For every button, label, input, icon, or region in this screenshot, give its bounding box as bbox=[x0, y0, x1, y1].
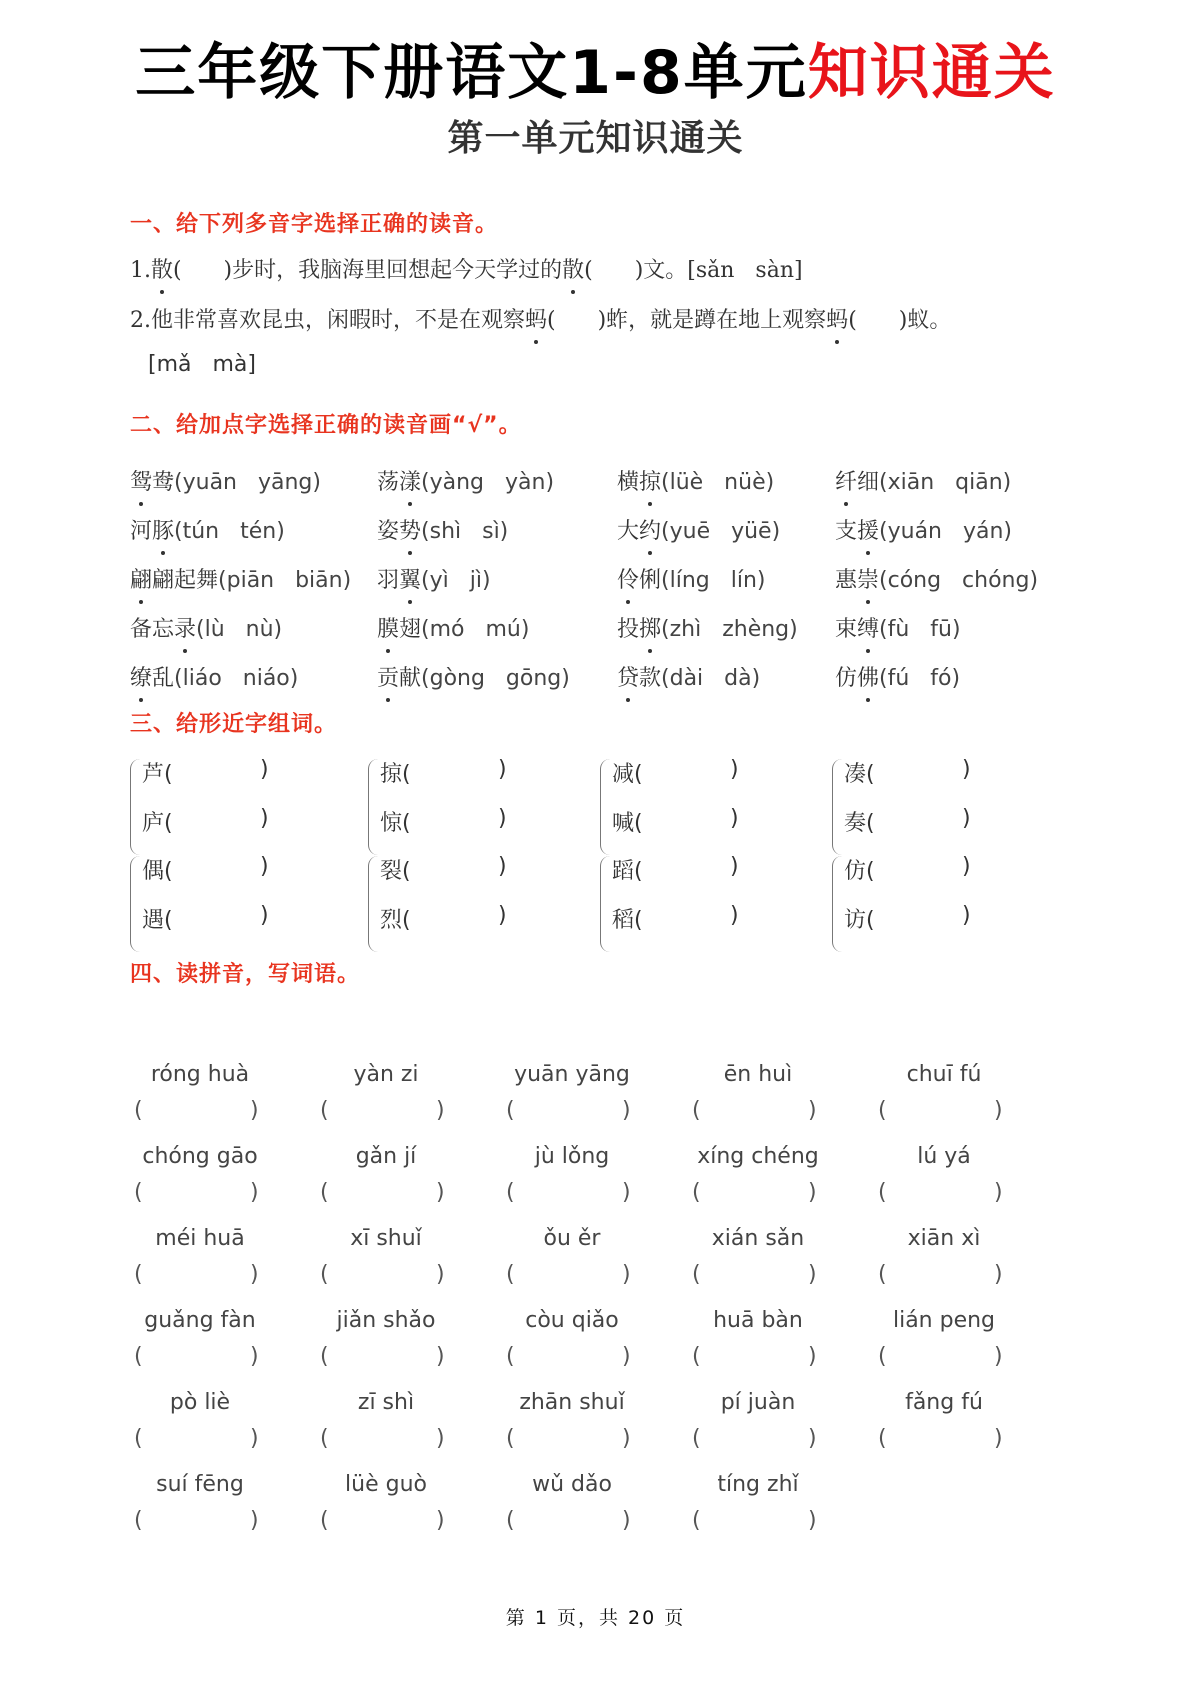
char: 凑 bbox=[844, 762, 867, 787]
open-paren: ( bbox=[866, 811, 875, 836]
open-paren: ( bbox=[878, 1262, 887, 1287]
pinyin: róng huà bbox=[150, 1062, 250, 1087]
open-paren: ( bbox=[506, 1426, 515, 1451]
pinyin-word-item bbox=[316, 1062, 496, 1142]
q1-text-2: ( )文。[sǎn sàn] bbox=[584, 258, 803, 283]
pinyin-options: (fù fū) bbox=[879, 617, 961, 642]
brace-icon bbox=[130, 856, 141, 952]
pinyin: pò liè bbox=[169, 1390, 231, 1415]
document-title bbox=[0, 38, 1191, 108]
word-blank[interactable] bbox=[612, 854, 739, 885]
pinyin-word-item bbox=[502, 1144, 682, 1224]
close-paren: ) bbox=[730, 903, 739, 928]
word-part: 横 bbox=[617, 470, 640, 495]
char: 访 bbox=[844, 908, 867, 933]
close-paren: ) bbox=[730, 854, 739, 879]
q2-text-0: 他非常喜欢昆虫，闲暇时，不是在观察 bbox=[151, 308, 526, 333]
brace-icon bbox=[600, 759, 611, 855]
close-paren: ) bbox=[250, 1508, 259, 1533]
pinyin: pí juàn bbox=[720, 1390, 796, 1415]
close-paren: ) bbox=[250, 1180, 259, 1205]
dotted-char: 伶 bbox=[617, 563, 639, 594]
pinyin: còu qiǎo bbox=[525, 1308, 619, 1333]
dotted-char: 鸳 bbox=[130, 465, 152, 496]
close-paren: ) bbox=[436, 1344, 445, 1369]
word-part: 河 bbox=[130, 519, 153, 544]
pinyin-word-item bbox=[502, 1390, 682, 1470]
open-paren: ( bbox=[506, 1262, 515, 1287]
brace-icon bbox=[368, 856, 379, 952]
pinyin-options: (yuán yán) bbox=[879, 519, 1013, 544]
pinyin-word-item bbox=[316, 1308, 496, 1388]
word-part: 羽 bbox=[377, 568, 400, 593]
char: 惊 bbox=[380, 811, 403, 836]
close-paren: ) bbox=[962, 903, 971, 928]
open-paren: ( bbox=[320, 1344, 329, 1369]
word-blank[interactable] bbox=[142, 806, 269, 837]
pinyin: fǎng fú bbox=[905, 1390, 983, 1415]
word-part: 备忘 bbox=[130, 617, 175, 642]
document-subtitle: 第一单元知识通关 bbox=[447, 117, 744, 159]
open-paren: ( bbox=[134, 1098, 143, 1123]
pronunciation-item[interactable] bbox=[377, 465, 554, 496]
open-paren: ( bbox=[692, 1180, 701, 1205]
open-paren: ( bbox=[134, 1344, 143, 1369]
close-paren: ) bbox=[808, 1426, 817, 1451]
pinyin-options: (líng lín) bbox=[661, 568, 766, 593]
open-paren: ( bbox=[320, 1180, 329, 1205]
pinyin-word-item bbox=[130, 1144, 310, 1224]
open-paren: ( bbox=[634, 908, 643, 933]
similar-char-pair bbox=[832, 854, 1032, 954]
word-blank[interactable] bbox=[612, 757, 739, 788]
pronunciation-item[interactable] bbox=[377, 661, 570, 692]
char: 芦 bbox=[142, 762, 165, 787]
word-part: 支 bbox=[835, 519, 858, 544]
dotted-char: 翩 bbox=[130, 563, 152, 594]
pinyin-word-item bbox=[688, 1390, 868, 1470]
open-paren: ( bbox=[506, 1098, 515, 1123]
pronunciation-item[interactable] bbox=[617, 465, 774, 496]
pinyin-options: (yuān yāng) bbox=[174, 470, 321, 495]
q2-number: 2. bbox=[130, 308, 151, 333]
open-paren: ( bbox=[878, 1426, 887, 1451]
close-paren: ) bbox=[436, 1426, 445, 1451]
title-black: 三年级下册语文1-8单元 bbox=[135, 38, 808, 108]
word-blank[interactable] bbox=[844, 854, 971, 885]
pinyin-options: (yuē yüē) bbox=[661, 519, 781, 544]
close-paren: ) bbox=[994, 1344, 1003, 1369]
dotted-char: 势 bbox=[399, 514, 421, 545]
close-paren: ) bbox=[436, 1262, 445, 1287]
word-part: 翩起舞 bbox=[152, 568, 219, 593]
q1-text-1: ( )步时，我脑海里回想起今天学过的 bbox=[173, 258, 563, 283]
open-paren: ( bbox=[164, 811, 173, 836]
close-paren: ) bbox=[250, 1426, 259, 1451]
pinyin: lián peng bbox=[892, 1308, 996, 1333]
similar-char-pair bbox=[600, 854, 800, 954]
open-paren: ( bbox=[134, 1508, 143, 1533]
q2-dotted-char-1: 蚂 bbox=[525, 303, 547, 334]
pronunciation-item[interactable] bbox=[130, 514, 285, 545]
dotted-char: 崇 bbox=[857, 563, 879, 594]
dotted-char: 约 bbox=[639, 514, 661, 545]
char: 遇 bbox=[142, 908, 165, 933]
close-paren: ) bbox=[436, 1098, 445, 1123]
char: 偶 bbox=[142, 859, 165, 884]
word-blank[interactable] bbox=[380, 903, 507, 934]
page-footer: 第 1 页，共 20 页 bbox=[505, 1607, 686, 1629]
pinyin-options: (liáo niáo) bbox=[174, 666, 299, 691]
similar-char-pair bbox=[368, 854, 568, 954]
dotted-char: 贡 bbox=[377, 661, 399, 692]
word-blank[interactable] bbox=[844, 757, 971, 788]
open-paren: ( bbox=[506, 1508, 515, 1533]
char: 掠 bbox=[380, 762, 403, 787]
pinyin-options: (tún tén) bbox=[174, 519, 285, 544]
pinyin: méi huā bbox=[155, 1226, 245, 1251]
close-paren: ) bbox=[498, 903, 507, 928]
open-paren: ( bbox=[320, 1098, 329, 1123]
pronunciation-item[interactable] bbox=[377, 563, 491, 594]
brace-icon bbox=[130, 759, 141, 855]
pinyin: yàn zi bbox=[353, 1062, 419, 1087]
similar-char-pair bbox=[832, 757, 1032, 857]
q2-text-1: ( )蚱，就是蹲在地上观察 bbox=[547, 308, 827, 333]
char: 烈 bbox=[380, 908, 403, 933]
q2-dotted-char-2: 蚂 bbox=[826, 303, 848, 334]
pinyin-options: (piān biān) bbox=[218, 568, 352, 593]
pinyin-options: (fú fó) bbox=[879, 666, 961, 691]
pinyin-word-item bbox=[688, 1062, 868, 1142]
similar-char-pair bbox=[368, 757, 568, 857]
word-blank[interactable] bbox=[844, 806, 971, 837]
dotted-char: 豚 bbox=[152, 514, 174, 545]
open-paren: ( bbox=[692, 1344, 701, 1369]
close-paren: ) bbox=[994, 1180, 1003, 1205]
close-paren: ) bbox=[622, 1508, 631, 1533]
pinyin-options: (yàng yàn) bbox=[421, 470, 555, 495]
word-part: 投 bbox=[617, 617, 640, 642]
dotted-char: 佛 bbox=[857, 661, 879, 692]
char: 庐 bbox=[142, 811, 165, 836]
pronunciation-item[interactable] bbox=[835, 661, 960, 692]
open-paren: ( bbox=[878, 1180, 887, 1205]
word-blank[interactable] bbox=[380, 757, 507, 788]
close-paren: ) bbox=[962, 757, 971, 782]
q1-dotted-char-2: 散 bbox=[562, 253, 584, 284]
pinyin: lüè guò bbox=[345, 1472, 427, 1497]
close-paren: ) bbox=[808, 1180, 817, 1205]
dotted-char: 掷 bbox=[639, 612, 661, 643]
pinyin: zhān shuǐ bbox=[519, 1390, 625, 1415]
pronunciation-item[interactable] bbox=[377, 514, 508, 545]
close-paren: ) bbox=[622, 1180, 631, 1205]
q2-text-2: ( )蚁。 bbox=[848, 308, 952, 333]
pinyin-options: (lù nù) bbox=[196, 617, 283, 642]
pinyin-word-item bbox=[316, 1472, 496, 1552]
open-paren: ( bbox=[506, 1344, 515, 1369]
pinyin: xíng chéng bbox=[697, 1144, 819, 1169]
pronunciation-item[interactable] bbox=[130, 563, 351, 594]
pinyin: jù lǒng bbox=[534, 1144, 610, 1169]
char: 仿 bbox=[844, 859, 867, 884]
pronunciation-item[interactable] bbox=[130, 661, 298, 692]
pinyin-word-item bbox=[316, 1390, 496, 1470]
pronunciation-item[interactable] bbox=[835, 612, 961, 643]
pinyin-word-item bbox=[874, 1144, 1054, 1224]
open-paren: ( bbox=[134, 1426, 143, 1451]
dotted-char: 翼 bbox=[399, 563, 421, 594]
similar-char-pair bbox=[130, 757, 330, 857]
char: 喊 bbox=[612, 811, 635, 836]
close-paren: ) bbox=[498, 854, 507, 879]
open-paren: ( bbox=[634, 762, 643, 787]
dotted-char: 录 bbox=[174, 612, 196, 643]
pronunciation-item[interactable] bbox=[617, 563, 765, 594]
pinyin-word-item bbox=[502, 1226, 682, 1306]
open-paren: ( bbox=[134, 1180, 143, 1205]
close-paren: ) bbox=[622, 1262, 631, 1287]
pronunciation-item[interactable] bbox=[617, 514, 780, 545]
open-paren: ( bbox=[634, 811, 643, 836]
close-paren: ) bbox=[260, 903, 269, 928]
close-paren: ) bbox=[622, 1426, 631, 1451]
close-paren: ) bbox=[250, 1262, 259, 1287]
close-paren: ) bbox=[436, 1508, 445, 1533]
word-blank[interactable] bbox=[612, 806, 739, 837]
brace-icon bbox=[368, 759, 379, 855]
close-paren: ) bbox=[622, 1344, 631, 1369]
pinyin-options: (xiān qiān) bbox=[879, 470, 1012, 495]
pinyin-options: (lüè nüè) bbox=[661, 470, 775, 495]
pinyin-word-item bbox=[130, 1390, 310, 1470]
pronunciation-item[interactable] bbox=[835, 563, 1038, 594]
open-paren: ( bbox=[402, 811, 411, 836]
open-paren: ( bbox=[506, 1180, 515, 1205]
pinyin-word-item bbox=[502, 1308, 682, 1388]
close-paren: ) bbox=[260, 854, 269, 879]
pinyin: xī shuǐ bbox=[350, 1226, 422, 1251]
char: 蹈 bbox=[612, 859, 635, 884]
word-part: 鸯 bbox=[152, 470, 175, 495]
pinyin-options: (mó mú) bbox=[421, 617, 530, 642]
close-paren: ) bbox=[730, 757, 739, 782]
close-paren: ) bbox=[808, 1344, 817, 1369]
pinyin-word-item bbox=[130, 1062, 310, 1142]
close-paren: ) bbox=[962, 854, 971, 879]
pinyin-options: (cóng chóng) bbox=[879, 568, 1039, 593]
pinyin-options: (shì sì) bbox=[421, 519, 509, 544]
pronunciation-item[interactable] bbox=[130, 612, 282, 643]
open-paren: ( bbox=[692, 1508, 701, 1533]
section1-q1 bbox=[130, 253, 803, 284]
close-paren: ) bbox=[498, 806, 507, 831]
word-part: 俐 bbox=[639, 568, 662, 593]
open-paren: ( bbox=[164, 859, 173, 884]
close-paren: ) bbox=[250, 1098, 259, 1123]
close-paren: ) bbox=[498, 757, 507, 782]
word-blank[interactable] bbox=[142, 903, 269, 934]
open-paren: ( bbox=[320, 1426, 329, 1451]
char: 奏 bbox=[844, 811, 867, 836]
word-part: 仿 bbox=[835, 666, 858, 691]
open-paren: ( bbox=[402, 762, 411, 787]
section3-heading: 三、给形近字组词。 bbox=[130, 712, 338, 737]
close-paren: ) bbox=[994, 1426, 1003, 1451]
open-paren: ( bbox=[878, 1344, 887, 1369]
q1-number: 1. bbox=[130, 258, 151, 283]
open-paren: ( bbox=[692, 1262, 701, 1287]
pinyin-options: (gòng gōng) bbox=[421, 666, 570, 691]
pinyin: huā bàn bbox=[713, 1308, 803, 1333]
pinyin: gǎn jí bbox=[355, 1144, 417, 1169]
pinyin-word-item bbox=[874, 1308, 1054, 1388]
pinyin-word-item bbox=[316, 1226, 496, 1306]
pinyin-word-item bbox=[316, 1144, 496, 1224]
word-blank[interactable] bbox=[844, 903, 971, 934]
word-part: 大 bbox=[617, 519, 640, 544]
char: 减 bbox=[612, 762, 635, 787]
pinyin: yuān yāng bbox=[514, 1062, 630, 1087]
brace-icon bbox=[832, 759, 843, 855]
dotted-char: 漾 bbox=[399, 465, 421, 496]
word-blank[interactable] bbox=[612, 903, 739, 934]
pronunciation-item[interactable] bbox=[617, 612, 798, 643]
pinyin: suí fēng bbox=[156, 1472, 244, 1497]
open-paren: ( bbox=[866, 762, 875, 787]
open-paren: ( bbox=[164, 762, 173, 787]
char: 裂 bbox=[380, 859, 403, 884]
word-blank[interactable] bbox=[380, 854, 507, 885]
word-part: 细 bbox=[857, 470, 880, 495]
pinyin-word-item bbox=[874, 1390, 1054, 1470]
pinyin: xián sǎn bbox=[711, 1226, 805, 1251]
close-paren: ) bbox=[622, 1098, 631, 1123]
close-paren: ) bbox=[250, 1344, 259, 1369]
pinyin: zī shì bbox=[357, 1390, 415, 1415]
open-paren: ( bbox=[866, 859, 875, 884]
close-paren: ) bbox=[730, 806, 739, 831]
close-paren: ) bbox=[994, 1098, 1003, 1123]
pinyin-word-item bbox=[130, 1472, 310, 1552]
pinyin-word-item bbox=[688, 1226, 868, 1306]
word-blank[interactable] bbox=[142, 854, 269, 885]
open-paren: ( bbox=[692, 1098, 701, 1123]
word-part: 束 bbox=[835, 617, 858, 642]
word-part: 翅 bbox=[399, 617, 422, 642]
open-paren: ( bbox=[634, 859, 643, 884]
open-paren: ( bbox=[878, 1098, 887, 1123]
section2-heading: 二、给加点字选择正确的读音画“√”。 bbox=[130, 413, 522, 438]
dotted-char: 缭 bbox=[130, 661, 152, 692]
pronunciation-item[interactable] bbox=[130, 465, 321, 496]
dotted-char: 贷 bbox=[617, 661, 639, 692]
pronunciation-item[interactable] bbox=[377, 612, 529, 643]
close-paren: ) bbox=[436, 1180, 445, 1205]
word-part: 献 bbox=[399, 666, 422, 691]
pinyin-word-item bbox=[688, 1144, 868, 1224]
pinyin: guǎng fàn bbox=[144, 1308, 256, 1333]
pinyin-options: (yì jì) bbox=[421, 568, 491, 593]
pinyin: xiān xì bbox=[907, 1226, 981, 1251]
close-paren: ) bbox=[808, 1098, 817, 1123]
open-paren: ( bbox=[866, 908, 875, 933]
pinyin: lú yá bbox=[917, 1144, 971, 1169]
section1-heading: 一、给下列多音字选择正确的读音。 bbox=[130, 212, 499, 237]
brace-icon bbox=[832, 856, 843, 952]
pinyin: ǒu ěr bbox=[543, 1226, 601, 1251]
section4-heading: 四、读拼音，写词语。 bbox=[130, 962, 361, 987]
dotted-char: 纤 bbox=[835, 465, 857, 496]
pinyin-word-item bbox=[874, 1226, 1054, 1306]
similar-char-pair bbox=[130, 854, 330, 954]
open-paren: ( bbox=[320, 1262, 329, 1287]
char: 稻 bbox=[612, 908, 635, 933]
dotted-char: 援 bbox=[857, 514, 879, 545]
pinyin-word-item bbox=[874, 1062, 1054, 1142]
word-blank[interactable] bbox=[142, 757, 269, 788]
q1-dotted-char-1: 散 bbox=[151, 253, 173, 284]
pinyin: chóng gāo bbox=[142, 1144, 258, 1169]
word-part: 惠 bbox=[835, 568, 858, 593]
pronunciation-item[interactable] bbox=[617, 661, 760, 692]
pinyin-options: (zhì zhèng) bbox=[661, 617, 798, 642]
word-part: 荡 bbox=[377, 470, 400, 495]
close-paren: ) bbox=[962, 806, 971, 831]
dotted-char: 缚 bbox=[857, 612, 879, 643]
close-paren: ) bbox=[808, 1262, 817, 1287]
title-red: 知识通关 bbox=[807, 38, 1056, 108]
open-paren: ( bbox=[402, 859, 411, 884]
pronunciation-item[interactable] bbox=[835, 514, 1012, 545]
dotted-char: 掠 bbox=[639, 465, 661, 496]
section1-q2 bbox=[130, 303, 951, 334]
similar-char-pair bbox=[600, 757, 800, 857]
open-paren: ( bbox=[134, 1262, 143, 1287]
word-part: 姿 bbox=[377, 519, 400, 544]
close-paren: ) bbox=[994, 1262, 1003, 1287]
word-part: 乱 bbox=[152, 666, 175, 691]
close-paren: ) bbox=[260, 806, 269, 831]
pinyin: tíng zhǐ bbox=[717, 1472, 799, 1497]
pinyin-word-item bbox=[130, 1226, 310, 1306]
pinyin-word-item bbox=[502, 1062, 682, 1142]
pinyin-word-item bbox=[688, 1308, 868, 1388]
pinyin-word-item bbox=[502, 1472, 682, 1552]
open-paren: ( bbox=[164, 908, 173, 933]
word-part: 款 bbox=[639, 666, 662, 691]
pinyin-word-item bbox=[688, 1472, 868, 1552]
close-paren: ) bbox=[260, 757, 269, 782]
pinyin: chuī fú bbox=[906, 1062, 982, 1087]
pronunciation-item[interactable] bbox=[835, 465, 1011, 496]
dotted-char: 膜 bbox=[377, 612, 399, 643]
q2-options: [mǎ mà] bbox=[148, 352, 256, 377]
brace-icon bbox=[600, 856, 611, 952]
pinyin: wǔ dǎo bbox=[532, 1472, 612, 1497]
word-blank[interactable] bbox=[380, 806, 507, 837]
close-paren: ) bbox=[808, 1508, 817, 1533]
pinyin: jiǎn shǎo bbox=[336, 1308, 436, 1333]
pinyin-word-item bbox=[130, 1308, 310, 1388]
open-paren: ( bbox=[402, 908, 411, 933]
open-paren: ( bbox=[692, 1426, 701, 1451]
open-paren: ( bbox=[320, 1508, 329, 1533]
pinyin-options: (dài dà) bbox=[661, 666, 761, 691]
pinyin: ēn huì bbox=[723, 1062, 793, 1087]
